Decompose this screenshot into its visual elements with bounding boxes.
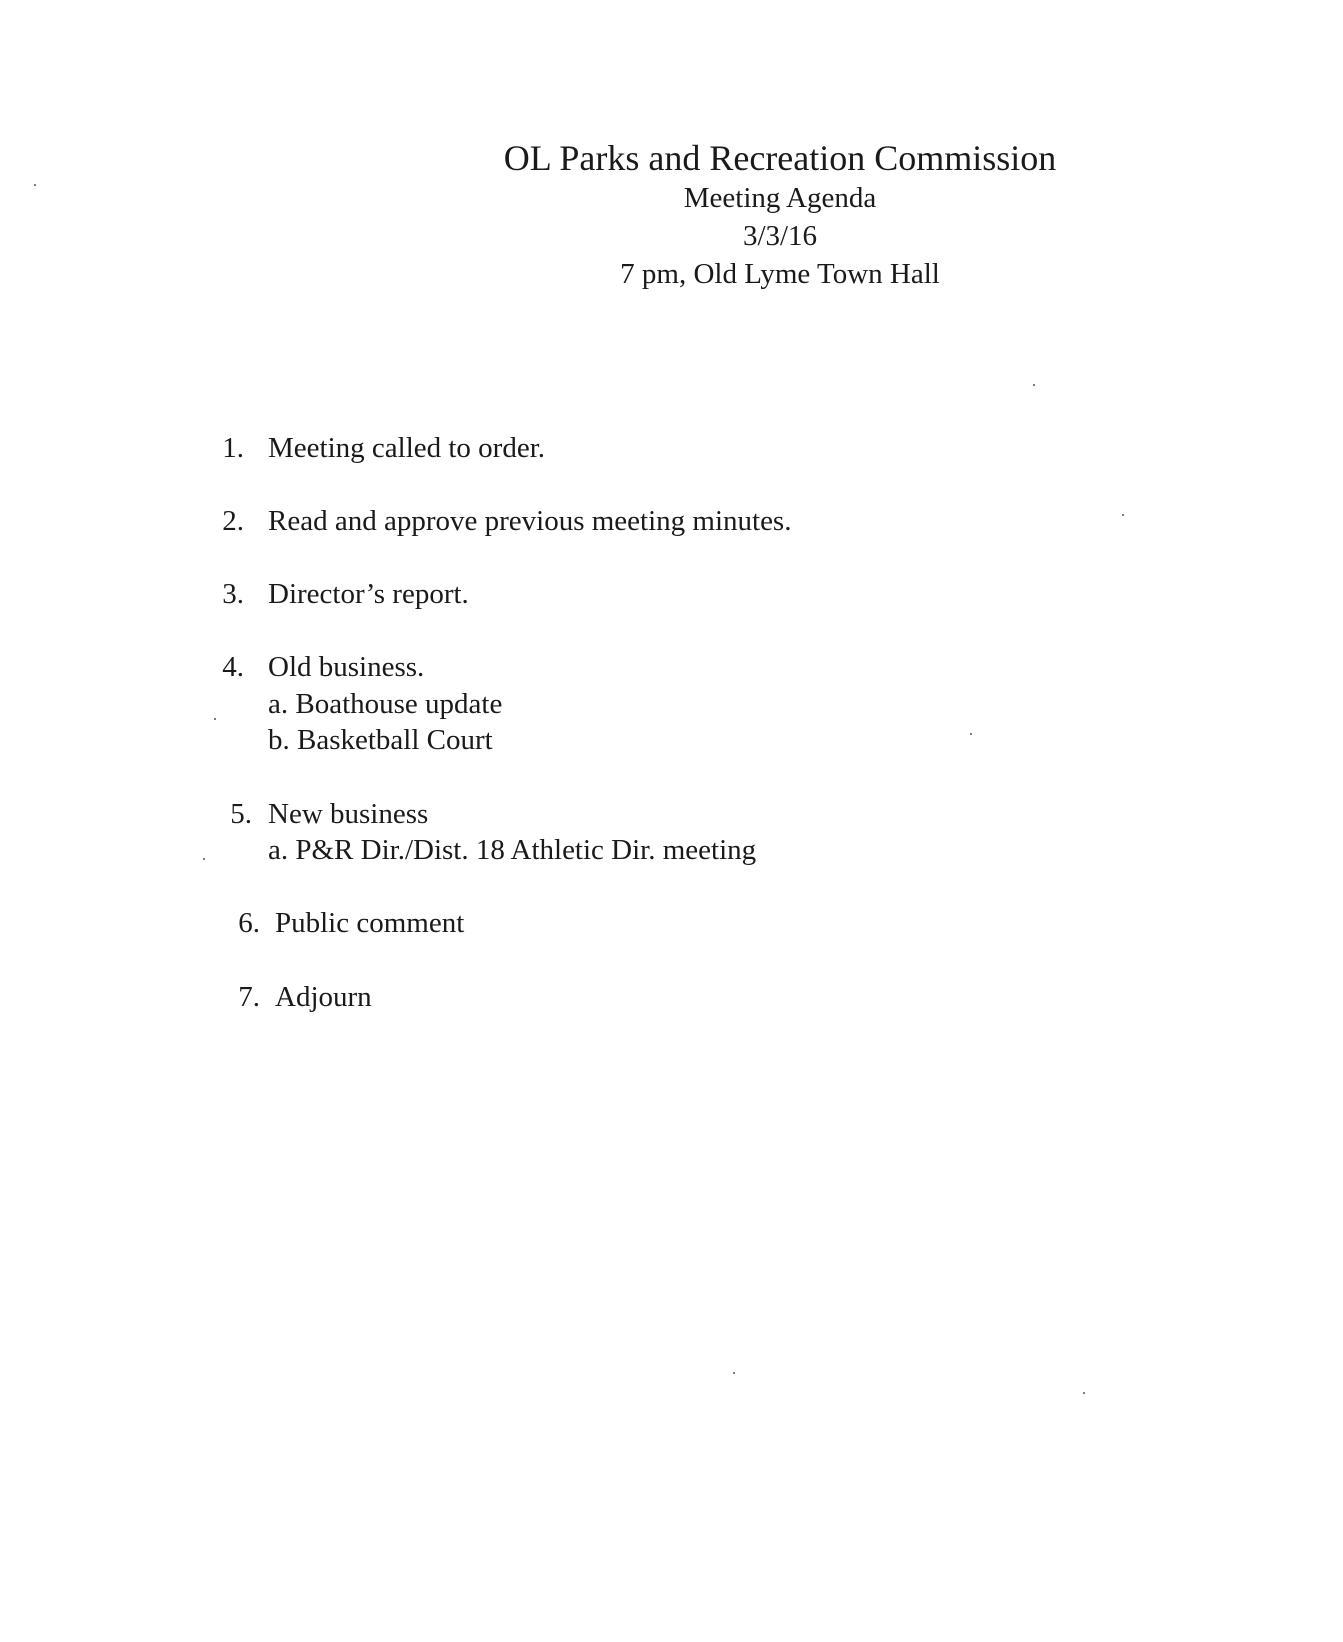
page-subtitle: Meeting Agenda (683, 182, 877, 214)
scan-speck (970, 733, 972, 735)
agenda-item-number: 4. (222, 651, 244, 683)
agenda-subitem: a. Boathouse update (268, 688, 503, 720)
agenda-item-number: 5. (230, 798, 252, 830)
agenda-item-number: 6. (238, 907, 260, 939)
agenda-item-text: Public comment (275, 907, 465, 939)
scan-speck (1083, 1392, 1085, 1394)
scan-speck (1033, 384, 1035, 386)
agenda-item-text: Director’s report. (268, 578, 469, 610)
agenda-subitem: b. Basketball Court (268, 724, 493, 756)
agenda-item-number: 3. (222, 578, 244, 610)
page-title: OL Parks and Recreation Commission (503, 138, 1057, 178)
agenda-item-text: Meeting called to order. (268, 432, 546, 464)
agenda-item-text: Old business. (268, 651, 425, 683)
agenda-item-text: Read and approve previous meeting minutes. (268, 505, 792, 537)
scan-speck (1122, 514, 1124, 516)
agenda-item-number: 1. (222, 432, 244, 464)
agenda-item-text: New business (268, 798, 429, 830)
scan-speck (203, 858, 205, 860)
scan-speck (34, 184, 36, 186)
agenda-item-number: 7. (238, 981, 260, 1013)
agenda-item-number: 2. (222, 505, 244, 537)
meeting-date: 3/3/16 (742, 220, 818, 252)
meeting-time-location: 7 pm, Old Lyme Town Hall (620, 258, 940, 290)
scan-speck (214, 718, 216, 720)
scan-speck (733, 1372, 735, 1374)
agenda-subitem: a. P&R Dir./Dist. 18 Athletic Dir. meeting (268, 834, 757, 866)
agenda-item-text: Adjourn (275, 981, 372, 1013)
